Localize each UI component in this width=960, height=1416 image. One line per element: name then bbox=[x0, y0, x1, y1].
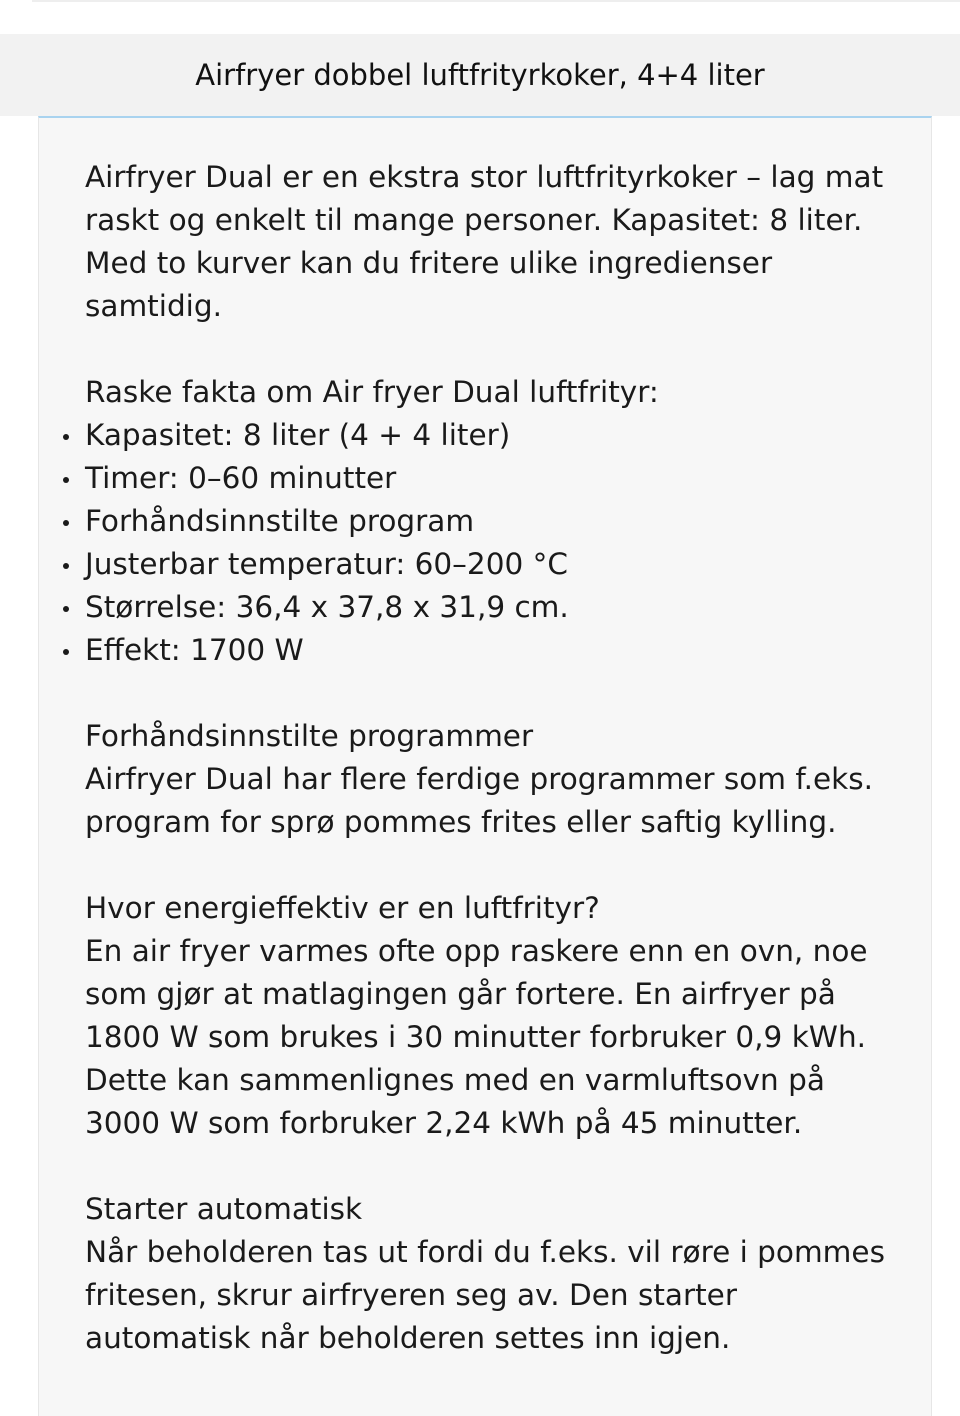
spacer bbox=[85, 844, 915, 887]
intro-line: Airfryer Dual er en ekstra stor luftfrityrkoker – lag mat bbox=[85, 160, 884, 194]
facts-heading: Raske fakta om Air fryer Dual luftfrityr: bbox=[85, 375, 659, 409]
fact-item: Størrelse: 36,4 x 37,8 x 31,9 cm. bbox=[85, 586, 915, 629]
description-content bbox=[85, 156, 915, 1360]
section-line: 1800 W som brukes i 30 minutter forbruker 0,9 kWh. bbox=[85, 1020, 867, 1054]
intro-line: Med to kurver kan du fritere ulike ingredienser bbox=[85, 246, 773, 280]
fact-item: Effekt: 1700 W bbox=[85, 629, 915, 672]
facts-list bbox=[85, 414, 915, 672]
section-heading-energy: Hvor energieffektiv er en luftfrityr? bbox=[85, 891, 600, 925]
product-title: Airfryer dobbel luftfrityrkoker, 4+4 liter bbox=[195, 58, 765, 92]
accordion-header[interactable] bbox=[0, 34, 960, 116]
section-line: Dette kan sammenlignes med en varmluftsovn på bbox=[85, 1063, 825, 1097]
top-strip bbox=[0, 0, 960, 34]
section-heading-autostart: Starter automatisk bbox=[85, 1192, 363, 1226]
fact-item: Justerbar temperatur: 60–200 °C bbox=[85, 543, 915, 586]
spacer bbox=[85, 672, 915, 715]
section-line: fritesen, skrur airfryeren seg av. Den starter bbox=[85, 1278, 737, 1312]
section-line: 3000 W som forbruker 2,24 kWh på 45 minutter. bbox=[85, 1106, 803, 1140]
section-line: som gjør at matlagingen går fortere. En airfryer på bbox=[85, 977, 836, 1011]
section-line: En air fryer varmes ofte opp raskere enn en ovn, noe bbox=[85, 934, 868, 968]
section-heading-programs: Forhåndsinnstilte programmer bbox=[85, 719, 534, 753]
description-panel bbox=[38, 116, 932, 1416]
spacer bbox=[85, 1145, 915, 1188]
section-line: automatisk når beholderen settes inn igjen. bbox=[85, 1321, 731, 1355]
intro-line: raskt og enkelt til mange personer. Kapasitet: 8 liter. bbox=[85, 203, 863, 237]
intro-line: samtidig. bbox=[85, 289, 222, 323]
section-line: Airfryer Dual har flere ferdige programmer som f.eks. bbox=[85, 762, 873, 796]
spacer bbox=[85, 328, 915, 371]
section-line: Når beholderen tas ut fordi du f.eks. vil røre i pommes bbox=[85, 1235, 885, 1269]
top-divider bbox=[32, 0, 960, 2]
fact-item: Timer: 0–60 minutter bbox=[85, 457, 915, 500]
fact-item: Kapasitet: 8 liter (4 + 4 liter) bbox=[85, 414, 915, 457]
section-line: program for sprø pommes frites eller saftig kylling. bbox=[85, 805, 837, 839]
fact-item: Forhåndsinnstilte program bbox=[85, 500, 915, 543]
